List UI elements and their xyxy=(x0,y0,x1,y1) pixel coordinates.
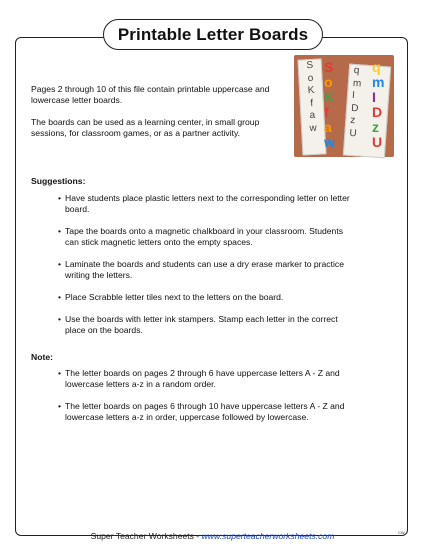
footer-link[interactable]: www.superteacherworksheets.com xyxy=(201,531,335,541)
plastic-letter: U xyxy=(372,134,383,150)
intro-paragraph: The boards can be used as a learning center, in small group sessions, for classroom games, or as a partner activity. xyxy=(31,117,260,138)
footer xyxy=(0,531,425,541)
board-letter: z xyxy=(349,114,356,127)
list-item: • Tape the boards onto a magnetic chalkboard in your classroom. Students can stick magnetic letters onto the empty spaces. xyxy=(58,226,358,248)
plastic-letter: m xyxy=(372,74,385,90)
plastic-letter: K xyxy=(324,89,335,105)
letter-board-strip xyxy=(298,58,327,155)
list-item: • Use the boards with letter ink stampers. Stamp each letter in the correct place on the boards. xyxy=(58,314,358,336)
plastic-letter: I xyxy=(372,89,376,105)
plastic-letter: S xyxy=(324,59,334,75)
board-letter: D xyxy=(350,102,359,114)
board-letter: S xyxy=(306,59,314,72)
board-letter: a xyxy=(309,109,316,122)
page-title: Printable Letter Boards xyxy=(103,19,323,50)
footer-label: Super Teacher Worksheets - xyxy=(90,531,202,541)
board-letter: f xyxy=(310,97,314,109)
plastic-letter: D xyxy=(372,104,383,120)
suggestions-heading: Suggestions: xyxy=(31,176,86,186)
plastic-letter: a xyxy=(324,119,332,135)
list-item: • The letter boards on pages 2 through 6 have uppercase letters A - Z and lowercase letters a-z in a random order. xyxy=(58,368,358,390)
board-letter: m xyxy=(352,77,362,90)
note-heading: Note: xyxy=(31,352,53,362)
intro-paragraph: Pages 2 through 10 of this file contain printable uppercase and lowercase letter boards. xyxy=(31,84,270,105)
list-item: • Place Scrabble letter tiles next to the letters on the board. xyxy=(58,292,358,303)
list-item: • The letter boards on pages 6 through 10 have uppercase letters A - Z and lowercase letters a-z in order, uppercase followed by lowercase. xyxy=(58,401,358,423)
letter-board-photo xyxy=(294,55,394,157)
plastic-letter: o xyxy=(324,74,333,90)
note-list xyxy=(58,368,358,434)
plastic-letter: f xyxy=(324,104,329,120)
list-item: • Laminate the boards and students can use a dry erase marker to practice writing the letters. xyxy=(58,259,358,281)
intro-text xyxy=(31,84,286,150)
plastic-letter: z xyxy=(372,119,379,135)
plastic-letter: w xyxy=(324,134,335,150)
board-letter: U xyxy=(349,127,358,139)
footer-mark: CW xyxy=(398,530,405,535)
list-item: • Have students place plastic letters next to the corresponding letter on letter board. xyxy=(58,193,358,215)
board-letter: K xyxy=(307,84,315,97)
board-letter: w xyxy=(309,122,317,134)
board-letter: o xyxy=(307,72,314,84)
board-letter: q xyxy=(353,64,360,77)
board-letter: I xyxy=(351,89,356,102)
plastic-letter: q xyxy=(372,59,381,75)
suggestions-list xyxy=(58,193,358,347)
